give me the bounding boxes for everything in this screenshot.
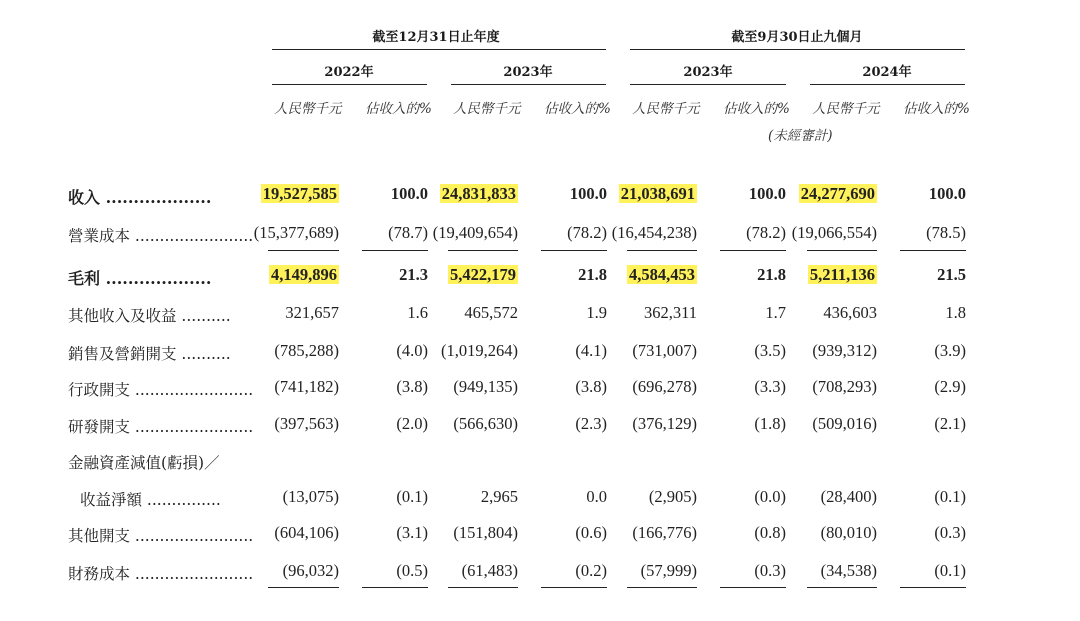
row-label: 毛利 ................... bbox=[68, 269, 212, 288]
percent-cell: 21.3 bbox=[399, 265, 428, 284]
subtotal-rule bbox=[900, 250, 966, 251]
amount-cell: (509,016) bbox=[812, 414, 877, 433]
amount-cell: (731,007) bbox=[632, 341, 697, 360]
amount-cell: (708,293) bbox=[812, 377, 877, 396]
period-header-annual: 截至12月31日止年度 bbox=[372, 30, 500, 45]
subheader-percent: 佔收入的% bbox=[544, 101, 611, 117]
amount-cell: (28,400) bbox=[820, 487, 877, 506]
year-rule-2024 bbox=[810, 84, 965, 85]
amount-cell: (939,312) bbox=[812, 341, 877, 360]
amount-cell: 436,603 bbox=[823, 303, 877, 322]
percent-cell: (0.0) bbox=[754, 487, 786, 506]
amount-cell: (15,377,689) bbox=[253, 223, 339, 242]
subtotal-rule bbox=[541, 250, 607, 251]
period-rule-nine-months bbox=[630, 49, 965, 50]
subtotal-rule bbox=[268, 250, 339, 251]
year-header-2023: 2023年 bbox=[503, 65, 553, 80]
percent-cell: (0.8) bbox=[754, 523, 786, 542]
amount-cell: (949,135) bbox=[453, 377, 518, 396]
subtotal-rule bbox=[900, 587, 966, 588]
percent-cell: (3.8) bbox=[575, 377, 607, 396]
row-label: 行政開支 ........................ bbox=[68, 381, 254, 399]
percent-cell: (3.1) bbox=[396, 523, 428, 542]
amount-cell: (566,630) bbox=[453, 414, 518, 433]
subtotal-rule bbox=[627, 587, 697, 588]
amount-cell: (151,804) bbox=[453, 523, 518, 542]
percent-cell: 1.7 bbox=[765, 303, 786, 322]
amount-cell: 5,422,179 bbox=[450, 265, 516, 284]
percent-cell: (0.5) bbox=[396, 561, 428, 580]
amount-cell: 4,584,453 bbox=[629, 265, 695, 284]
percent-cell: (0.1) bbox=[934, 487, 966, 506]
row-label: 金融資產減值(虧損)／ bbox=[68, 454, 220, 472]
subtotal-rule bbox=[448, 250, 518, 251]
percent-cell: (2.3) bbox=[575, 414, 607, 433]
subtotal-rule bbox=[720, 587, 786, 588]
subheader-amount: 人民幣千元 bbox=[453, 101, 521, 117]
subtotal-rule bbox=[627, 250, 697, 251]
percent-cell: (0.1) bbox=[934, 561, 966, 580]
amount-cell: 21,038,691 bbox=[620, 184, 695, 203]
subtotal-rule bbox=[268, 587, 339, 588]
row-label: 其他開支 ........................ bbox=[68, 527, 254, 545]
percent-cell: (1.8) bbox=[754, 414, 786, 433]
amount-cell: (61,483) bbox=[461, 561, 518, 580]
percent-cell: (0.6) bbox=[575, 523, 607, 542]
percent-cell: (3.3) bbox=[754, 377, 786, 396]
percent-cell: (0.1) bbox=[396, 487, 428, 506]
percent-cell: 100.0 bbox=[928, 184, 966, 203]
year-rule-2022 bbox=[272, 84, 427, 85]
percent-cell: 21.5 bbox=[937, 265, 966, 284]
subheader-amount: 人民幣千元 bbox=[632, 101, 700, 117]
percent-cell: 1.8 bbox=[945, 303, 966, 322]
amount-cell: 362,311 bbox=[643, 303, 697, 322]
subheader-amount: 人民幣千元 bbox=[812, 101, 880, 117]
amount-cell: (376,129) bbox=[632, 414, 697, 433]
percent-cell: 100.0 bbox=[748, 184, 786, 203]
percent-cell: (3.8) bbox=[396, 377, 428, 396]
amount-cell: (166,776) bbox=[632, 523, 697, 542]
amount-cell: (13,075) bbox=[282, 487, 339, 506]
amount-cell: (34,538) bbox=[820, 561, 877, 580]
subheader-percent: 佔收入的% bbox=[903, 101, 970, 117]
percent-cell: (78.2) bbox=[746, 223, 786, 242]
amount-cell: (96,032) bbox=[282, 561, 339, 580]
subtotal-rule bbox=[720, 250, 786, 251]
amount-cell: (741,182) bbox=[274, 377, 339, 396]
percent-cell: (78.2) bbox=[567, 223, 607, 242]
amount-cell: 5,211,136 bbox=[809, 265, 875, 284]
row-label: 研發開支 ........................ bbox=[68, 418, 254, 436]
amount-cell: (16,454,238) bbox=[611, 223, 697, 242]
amount-cell: (19,409,654) bbox=[432, 223, 518, 242]
percent-cell: 0.0 bbox=[586, 487, 607, 506]
period-rule-annual bbox=[272, 49, 606, 50]
subheader-amount: 人民幣千元 bbox=[274, 101, 342, 117]
subtotal-rule bbox=[448, 587, 518, 588]
subtotal-rule bbox=[807, 587, 877, 588]
percent-cell: (0.3) bbox=[934, 523, 966, 542]
percent-cell: 21.8 bbox=[578, 265, 607, 284]
percent-cell: (4.1) bbox=[575, 341, 607, 360]
percent-cell: (2.0) bbox=[396, 414, 428, 433]
amount-cell: (604,106) bbox=[274, 523, 339, 542]
year-header-2022: 2022年 bbox=[324, 65, 374, 80]
amount-cell: (80,010) bbox=[820, 523, 877, 542]
row-label: 收益淨額 ............... bbox=[80, 491, 221, 509]
percent-cell: 100.0 bbox=[569, 184, 607, 203]
percent-cell: 1.6 bbox=[407, 303, 428, 322]
amount-cell: (785,288) bbox=[274, 341, 339, 360]
percent-cell: 1.9 bbox=[586, 303, 607, 322]
percent-cell: (78.5) bbox=[926, 223, 966, 242]
percent-cell: (3.9) bbox=[934, 341, 966, 360]
percent-cell: (2.9) bbox=[934, 377, 966, 396]
amount-cell: 321,657 bbox=[285, 303, 339, 322]
amount-cell: (696,278) bbox=[632, 377, 697, 396]
amount-cell: (1,019,264) bbox=[441, 341, 518, 360]
year-header-2024: 2024年 bbox=[862, 65, 912, 80]
row-label: 財務成本 ........................ bbox=[68, 565, 254, 583]
subtotal-rule bbox=[362, 587, 428, 588]
subheader-percent: 佔收入的% bbox=[723, 101, 790, 117]
amount-cell: 4,149,896 bbox=[271, 265, 337, 284]
percent-cell: (2.1) bbox=[934, 414, 966, 433]
amount-cell: (57,999) bbox=[640, 561, 697, 580]
year-header-2023-nine-months: 2023年 bbox=[683, 65, 733, 80]
subtotal-rule bbox=[807, 250, 877, 251]
amount-cell: (2,905) bbox=[648, 487, 697, 506]
row-label: 其他收入及收益 .......... bbox=[68, 307, 231, 325]
percent-cell: 21.8 bbox=[757, 265, 786, 284]
amount-cell: 24,831,833 bbox=[441, 184, 516, 203]
row-label: 營業成本 ........................ bbox=[68, 227, 254, 245]
subheader-percent: 佔收入的% bbox=[365, 101, 432, 117]
amount-cell: 2,965 bbox=[480, 487, 518, 506]
percent-cell: 100.0 bbox=[390, 184, 428, 203]
unaudited-note: (未經審計) bbox=[768, 128, 833, 144]
amount-cell: 19,527,585 bbox=[262, 184, 337, 203]
percent-cell: (0.2) bbox=[575, 561, 607, 580]
amount-cell: (397,563) bbox=[274, 414, 339, 433]
percent-cell: (0.3) bbox=[754, 561, 786, 580]
row-label: 銷售及營銷開支 .......... bbox=[68, 345, 231, 363]
subtotal-rule bbox=[362, 250, 428, 251]
percent-cell: (4.0) bbox=[396, 341, 428, 360]
row-label: 收入 ................... bbox=[68, 188, 212, 207]
year-rule-2023-nine-months bbox=[630, 84, 786, 85]
percent-cell: (78.7) bbox=[388, 223, 428, 242]
percent-cell: (3.5) bbox=[754, 341, 786, 360]
amount-cell: (19,066,554) bbox=[791, 223, 877, 242]
year-rule-2023 bbox=[451, 84, 606, 85]
amount-cell: 24,277,690 bbox=[800, 184, 875, 203]
period-header-nine-months: 截至9月30日止九個月 bbox=[731, 30, 863, 45]
subtotal-rule bbox=[541, 587, 607, 588]
amount-cell: 465,572 bbox=[464, 303, 518, 322]
